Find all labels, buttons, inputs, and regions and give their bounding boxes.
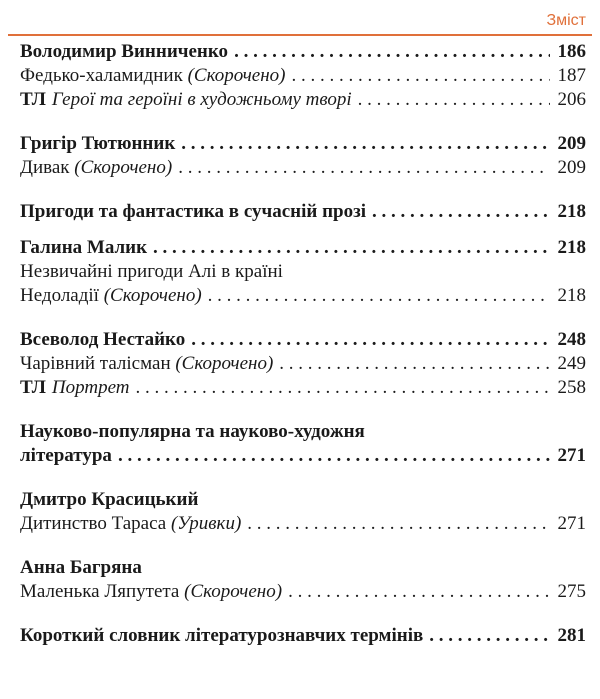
table-of-contents [20, 40, 586, 648]
page-number: 187 [557, 65, 586, 86]
toc-entry-work [20, 352, 586, 376]
page-number: 218 [557, 285, 586, 306]
dot-leader [208, 284, 550, 308]
theory-title: ТЛ Герої та героїні в художньому творі [20, 89, 352, 110]
dot-leader [288, 580, 550, 604]
author-name: Всеволод Нестайко [20, 329, 186, 350]
work-title: Маленька Ляпутета (Скорочено) [20, 581, 283, 602]
section-title: Короткий словник літературознавчих термінів [20, 625, 424, 646]
dot-leader [372, 200, 550, 224]
dot-leader [191, 328, 550, 352]
page-number: 258 [557, 377, 586, 398]
page-number: 275 [557, 581, 586, 602]
page-number: 249 [557, 353, 586, 374]
toc-entry-theory [20, 88, 586, 112]
toc-entry-section [20, 200, 586, 224]
page-number: 206 [557, 89, 586, 110]
author-name: Галина Малик [20, 237, 148, 258]
toc-entry-work [20, 512, 586, 536]
toc-entry-work [20, 284, 586, 308]
dot-leader [279, 352, 550, 376]
page-number: 281 [557, 625, 586, 646]
work-title-line: Незвичайні пригоди Алі в країні [20, 261, 283, 282]
toc-entry-author [20, 40, 586, 64]
author-name: Григір Тютюнник [20, 133, 176, 154]
page-number: 271 [557, 445, 586, 466]
toc-entry-section [20, 624, 586, 648]
toc-entry-author [20, 328, 586, 352]
work-title: Дитинство Тараса (Уривки) [20, 513, 242, 534]
dot-leader [429, 624, 550, 648]
dot-leader [292, 64, 551, 88]
page-number: 218 [557, 237, 586, 258]
work-title: Недоладії (Скорочено) [20, 285, 202, 306]
toc-entry-theory [20, 376, 586, 400]
page-number: 209 [557, 133, 586, 154]
author-name: Дмитро Красицький [20, 489, 199, 510]
dot-leader [178, 156, 550, 180]
toc-entry-work [20, 156, 586, 180]
toc-entry-work [20, 580, 586, 604]
dot-leader [247, 512, 550, 536]
section-title-line: Науково-популярна та науково-художня [20, 421, 365, 442]
section-label: Зміст [546, 12, 586, 29]
header-rule [8, 34, 592, 36]
toc-entry-author [20, 236, 586, 260]
dot-leader [136, 376, 551, 400]
section-title: Пригоди та фантастика в сучасній прозі [20, 201, 366, 222]
dot-leader [358, 88, 550, 112]
author-name: Анна Багряна [20, 557, 142, 578]
dot-leader [181, 132, 550, 156]
author-name: Володимир Винниченко [20, 41, 229, 62]
page-number: 209 [557, 157, 586, 178]
work-title: Федько-халамидник (Скорочено) [20, 65, 286, 86]
dot-leader [234, 40, 550, 64]
page-number: 248 [557, 329, 586, 350]
toc-entry-section [20, 444, 586, 468]
dot-leader [118, 444, 550, 468]
dot-leader [153, 236, 550, 260]
page-number: 186 [557, 41, 586, 62]
toc-entry-work [20, 64, 586, 88]
toc-entry-author [20, 132, 586, 156]
theory-title: ТЛ Портрет [20, 377, 130, 398]
work-title: Чарівний талісман (Скорочено) [20, 353, 274, 374]
work-title: Дивак (Скорочено) [20, 157, 173, 178]
page-number: 218 [557, 201, 586, 222]
section-title: література [20, 445, 112, 466]
page-number: 271 [557, 513, 586, 534]
